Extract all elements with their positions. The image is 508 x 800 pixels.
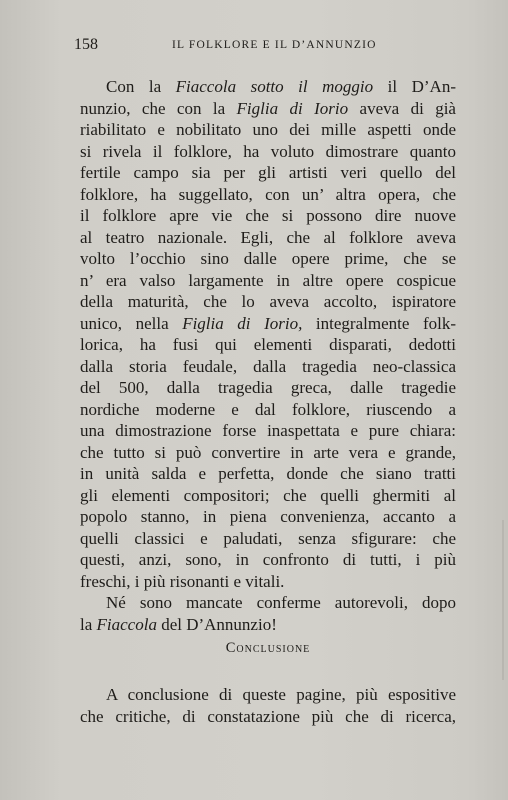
italic-title: Fiaccola sotto il moggio	[175, 77, 374, 96]
text-line: gli elementi compositori; che quelli ghermiti al	[80, 485, 456, 505]
text-line: folklore, ha suggellato, con un’ altra opera, che	[80, 184, 456, 204]
text-line: della maturità, che lo aveva accolto, ispiratore	[80, 292, 456, 311]
section-heading: Conclusione	[225, 640, 311, 656]
running-title: IL FOLKLORE E IL D’ANNUNZIO	[172, 39, 377, 51]
text-line: fertile campo sia per gli artisti veri quello del	[80, 163, 456, 182]
text-line: n’ era valso largamente in altre opere cospicue	[80, 270, 456, 290]
conclusion-text	[80, 684, 456, 727]
text-line: la Fiaccola del D’Annunzio!	[80, 614, 277, 634]
text-line: il folklore apre vie che si possono dire nuove	[80, 206, 456, 225]
text-line: Con la Fiaccola sotto il moggio il D’An-	[106, 77, 456, 96]
text-line: riabilitato e nobilitato uno dei mille aspetti onde	[80, 120, 456, 139]
text-line: popolo stanno, in piena convenienza, accanto a	[80, 507, 456, 526]
text-line: volto l’occhio sino dalle opere prime, che se	[80, 249, 456, 268]
text-line: quelli classici e paludati, senza sfigurare: che	[80, 528, 456, 548]
text-line: A conclusione di queste pagine, più espositive	[106, 685, 456, 704]
text-line: freschi, i più risonanti e vitali.	[80, 571, 285, 591]
text-line: nunzio, che con la Figlia di Iorio aveva di già	[80, 98, 456, 118]
text-line: del 500, dalla tragedia greca, dalle tragedie	[80, 378, 456, 397]
text-line: lorica, ha fusi qui elementi disparati, dedotti	[80, 335, 456, 354]
italic-title: Fiaccola	[96, 614, 157, 634]
text-line: si rivela il folklore, ha voluto dimostrare quanto	[80, 141, 456, 161]
text-line: che critiche, di constatazione più che di ricerca,	[80, 706, 456, 726]
text-line: al teatro nazionale. Egli, che al folklore aveva	[80, 227, 456, 247]
text-line: che tutto si può convertire in arte vera e grande,	[80, 442, 456, 462]
text-line: nordiche moderne e dal folklore, riuscendo a	[80, 399, 456, 419]
italic-title: Figlia di Iorio,	[182, 313, 303, 333]
text-line: una dimostrazione forse inaspettata e pure chiara:	[80, 421, 456, 440]
italic-title: Figlia di Iorio	[236, 98, 349, 118]
text-line: dalla storia feudale, dalla tragedia neo-classica	[80, 356, 456, 376]
text-line: questi, anzi, sono, in confronto di tutti, i più	[80, 550, 456, 569]
text-line: in unità salda e perfetta, donde che siano tratti	[80, 464, 456, 483]
page-number: 158	[74, 36, 98, 53]
text-line: unico, nella Figlia di Iorio, integralmente folk-	[80, 313, 456, 333]
main-text	[80, 76, 456, 635]
page-edge-shadow	[502, 520, 504, 680]
text-line: Né sono mancate conferme autorevoli, dopo	[106, 593, 456, 612]
page-header	[74, 36, 460, 56]
